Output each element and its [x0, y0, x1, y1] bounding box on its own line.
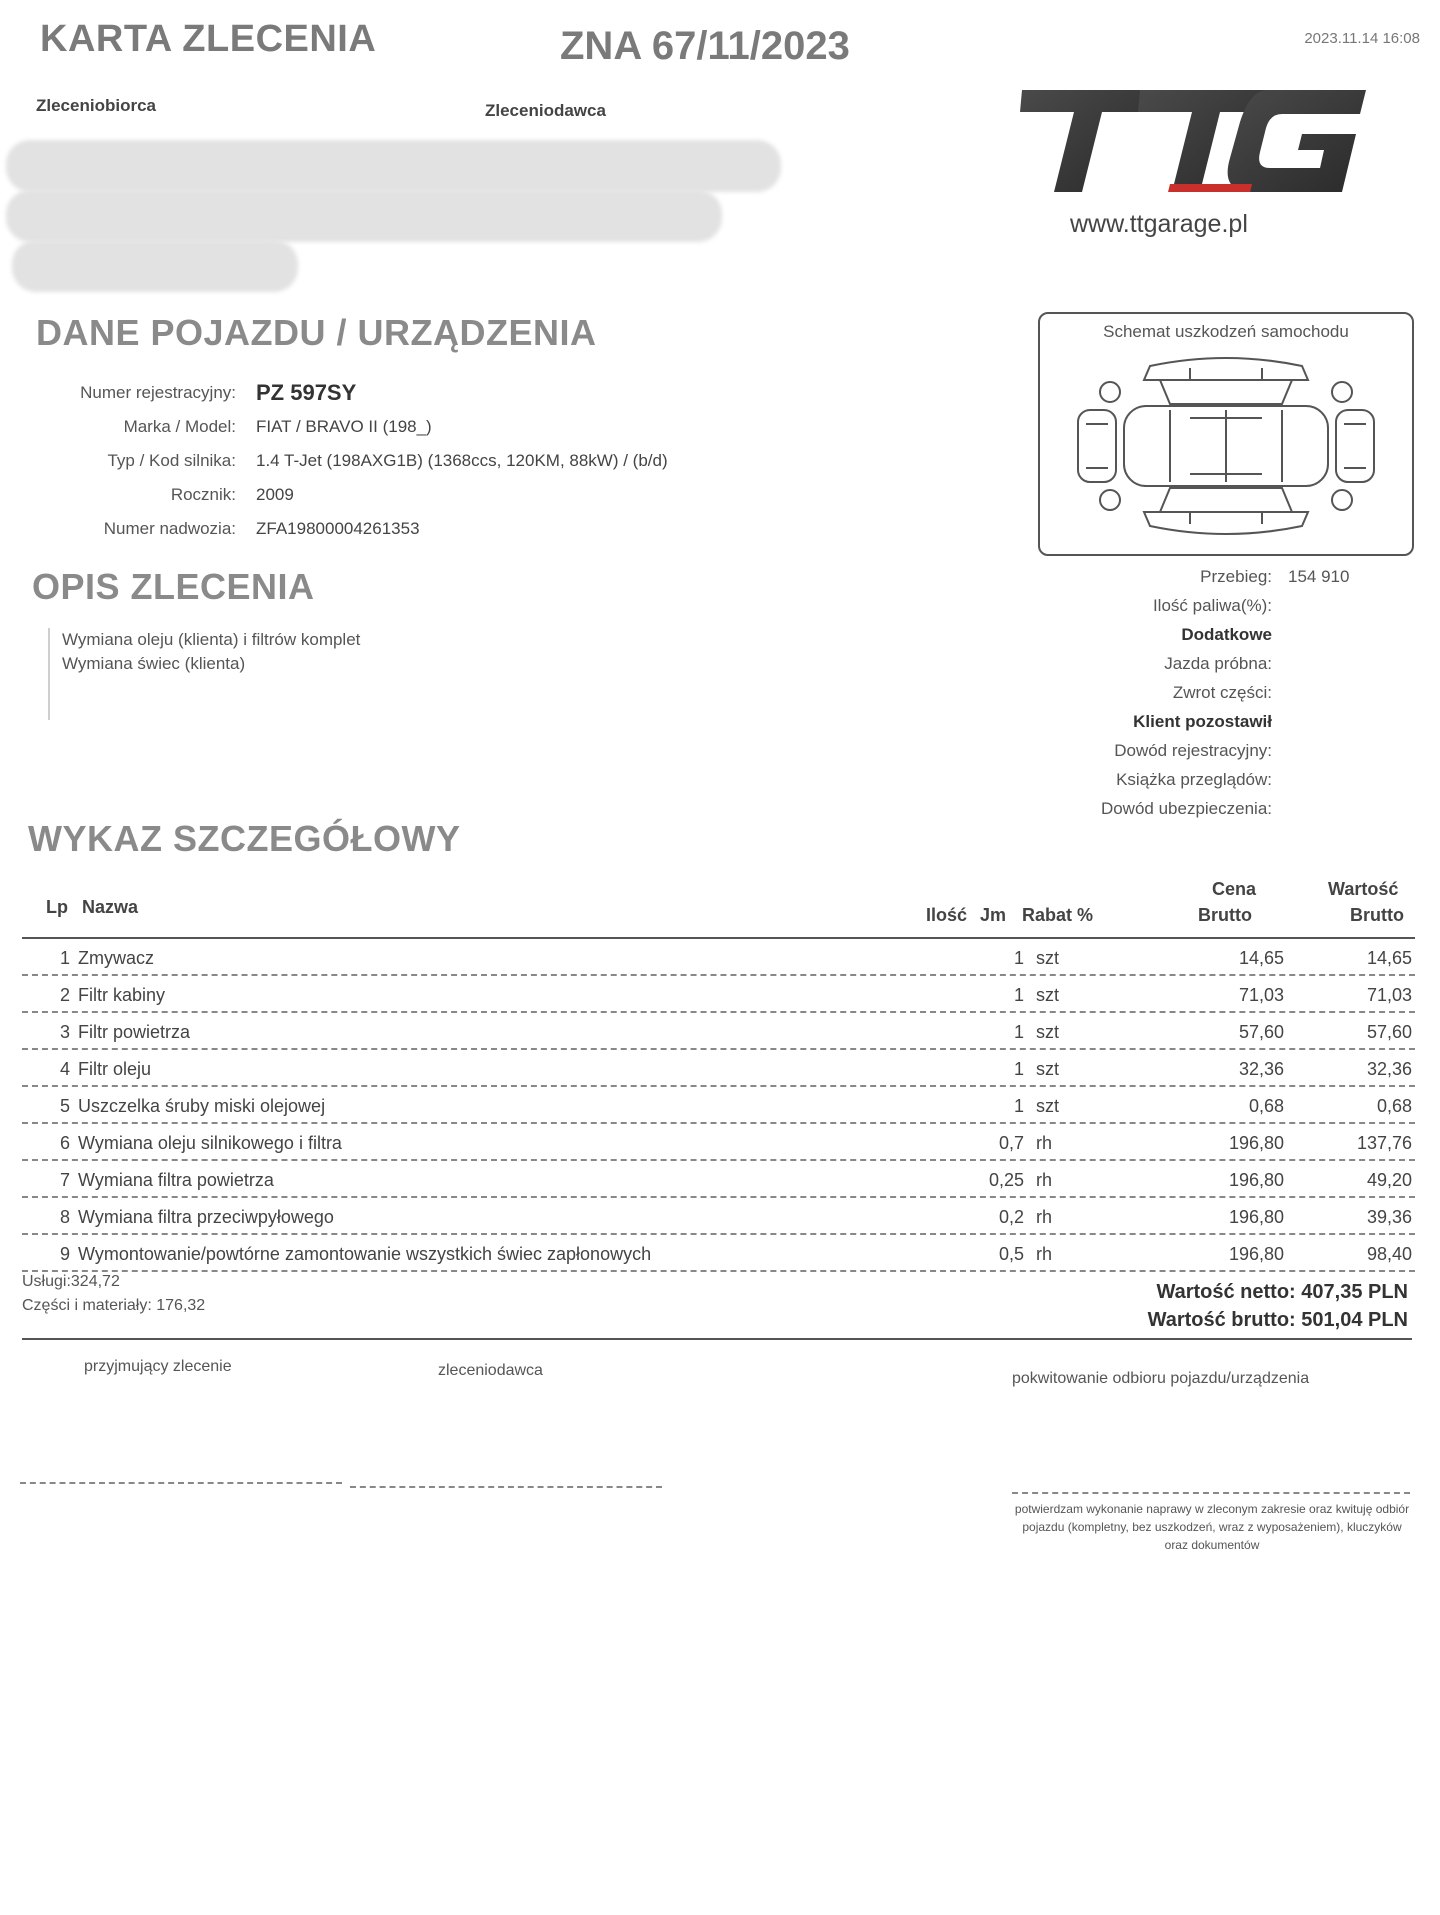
cell-qty: 0,7: [998, 1133, 1024, 1153]
cell-price: 196,80: [1228, 1170, 1284, 1190]
cell-value: 137,76: [1356, 1133, 1412, 1153]
field-label: Rocznik:: [170, 485, 236, 504]
services-total: Usługi:324,72: [22, 1273, 120, 1290]
cell-value: 98,40: [1366, 1244, 1412, 1264]
fuel-label: Ilość paliwa(%):: [1152, 596, 1272, 615]
cell-jm: rh: [1036, 1170, 1053, 1190]
mileage-label: Przebieg:: [1200, 567, 1272, 586]
table-header: [22, 875, 1415, 939]
cell-name: Filtr powietrza: [78, 1022, 191, 1042]
vehicle-field-year: [36, 478, 668, 512]
cell-jm: szt: [1036, 1059, 1060, 1079]
cell-jm: szt: [1036, 985, 1060, 1005]
parts-total: Części i materiały: 176,32: [22, 1297, 206, 1314]
field-value: 1.4 T-Jet (198AXG1B) (1368ccs, 120KM, 88kW) / (b/d): [256, 451, 668, 470]
cell-lp: 4: [59, 1059, 70, 1079]
cell-price: 71,03: [1238, 985, 1284, 1005]
cell-value: 32,36: [1366, 1059, 1412, 1079]
cell-jm: rh: [1036, 1133, 1053, 1153]
cell-qty: 0,2: [998, 1207, 1024, 1227]
cell-value: 57,60: [1366, 1022, 1412, 1042]
col-name: Nazwa: [82, 897, 139, 917]
cell-value: 39,36: [1366, 1207, 1412, 1227]
service-book-label: Książka przeglądów:: [1116, 770, 1272, 789]
field-value: FIAT / BRAVO II (198_): [256, 417, 432, 436]
cell-price: 32,36: [1238, 1059, 1284, 1079]
col-qty: Ilość: [926, 905, 968, 925]
cell-value: 49,20: [1366, 1170, 1412, 1190]
table-row: [22, 1087, 1415, 1124]
cell-value: 71,03: [1366, 985, 1412, 1005]
details-heading: WYKAZ SZCZEGÓŁOWY: [28, 818, 461, 859]
car-outline-icon: [1040, 314, 1412, 554]
table-row: [22, 1198, 1415, 1235]
cell-jm: szt: [1036, 1022, 1060, 1042]
vehicle-field-engine: [36, 444, 668, 478]
diagram-title: Schemat uszkodzeń samochodu: [1103, 322, 1349, 341]
cell-qty: 0,5: [998, 1244, 1024, 1264]
reg-doc-label: Dowód rejestracyjny:: [1114, 741, 1272, 760]
client-signature-line: [350, 1486, 662, 1488]
net-total: Wartość netto: 407,35 PLN: [1156, 1281, 1408, 1303]
summary-left: [22, 1270, 205, 1318]
order-desc-line: Wymiana świec (klienta): [62, 654, 246, 673]
col-lp: Lp: [46, 897, 68, 917]
field-value: ZFA19800004261353: [256, 519, 420, 538]
cell-lp: 8: [59, 1207, 70, 1227]
field-value: PZ 597SY: [256, 380, 357, 405]
table-row: [22, 976, 1415, 1013]
redacted-block: [6, 140, 781, 192]
client-signature-label: zleceniodawca: [438, 1362, 543, 1379]
document-title: KARTA ZLECENIA: [40, 18, 377, 60]
pickup-confirmation-text: potwierdzam wykonanie naprawy w zleconym zakresie oraz kwituję odbiór pojazdu (kompletny, bez uszkodzeń, wraz z wyposażeniem), kluczyków oraz dokumentów: [1014, 1502, 1410, 1552]
cell-value: 0,68: [1376, 1096, 1412, 1116]
cell-price: 0,68: [1248, 1096, 1284, 1116]
cell-lp: 2: [59, 985, 70, 1005]
field-label: Numer rejestracyjny:: [80, 383, 236, 402]
pickup-signature-label: pokwitowanie odbioru pojazdu/urządzenia: [1012, 1370, 1310, 1387]
vehicle-heading: DANE POJAZDU / URZĄDZENIA: [36, 312, 597, 353]
order-desc-heading: OPIS ZLECENIA: [32, 566, 315, 607]
test-drive-label: Jazda próbna:: [1164, 654, 1272, 673]
receiver-signature-label: przyjmujący zlecenie: [84, 1358, 232, 1375]
cell-lp: 3: [59, 1022, 70, 1042]
cell-name: Filtr kabiny: [78, 985, 166, 1005]
cell-qty: 1: [1013, 1022, 1024, 1042]
parts-return-label: Zwrot części:: [1172, 683, 1272, 702]
cell-lp: 5: [59, 1096, 70, 1116]
cell-lp: 6: [59, 1133, 70, 1153]
order-desc-line: Wymiana oleju (klienta) i filtrów komplet: [62, 630, 361, 649]
vehicle-field-reg: [36, 376, 668, 410]
col-jm: Jm: [980, 905, 1007, 925]
cell-jm: rh: [1036, 1207, 1053, 1227]
ttg-logo-graphic: [1020, 88, 1370, 198]
vehicle-field-make: [36, 410, 668, 444]
cell-name: Wymiana filtra powietrza: [78, 1170, 274, 1190]
receiver-signature-line: [20, 1482, 342, 1484]
cell-name: Filtr oleju: [78, 1059, 152, 1079]
cell-name: Wymiana filtra przeciwpyłowego: [78, 1207, 334, 1227]
pickup-signature-line: [1012, 1492, 1410, 1494]
cell-price: 196,80: [1228, 1207, 1284, 1227]
contractor-label: Zleceniobiorca: [36, 96, 156, 115]
table-row: [22, 1050, 1415, 1087]
website-link[interactable]: www.ttgarage.pl: [1070, 210, 1248, 238]
cell-lp: 7: [59, 1170, 70, 1190]
cell-name: Wymontowanie/powtórne zamontowanie wszystkich świec zapłonowych: [78, 1244, 652, 1264]
info-labels: [1101, 562, 1272, 823]
table-row: [22, 1235, 1415, 1272]
vehicle-field-vin: [36, 512, 668, 546]
cell-value: 14,65: [1366, 948, 1412, 968]
table-row: [22, 1013, 1415, 1050]
field-value: 2009: [256, 485, 294, 504]
cell-price: 196,80: [1228, 1244, 1284, 1264]
cell-price: 196,80: [1228, 1133, 1284, 1153]
document-datetime: 2023.11.14 16:08: [1304, 30, 1420, 47]
cell-price: 57,60: [1238, 1022, 1284, 1042]
col-value-2: Brutto: [1350, 905, 1404, 925]
cell-qty: 1: [1013, 1096, 1024, 1116]
field-label: Numer nadwozia:: [103, 519, 236, 538]
gross-total: Wartość brutto: 501,04 PLN: [1147, 1309, 1408, 1331]
summary-divider: [22, 1338, 1412, 1340]
damage-diagram: [1038, 312, 1414, 556]
extra-heading: Dodatkowe: [1181, 625, 1272, 644]
summary-right: [1148, 1278, 1408, 1334]
field-label: Marka / Model:: [123, 417, 236, 436]
cell-jm: szt: [1036, 1096, 1060, 1116]
order-desc-box: [48, 628, 622, 720]
col-discount: Rabat %: [1022, 905, 1094, 925]
cell-qty: 1: [1013, 985, 1024, 1005]
order-number: ZNA 67/11/2023: [560, 24, 850, 68]
cell-qty: 0,25: [988, 1170, 1024, 1190]
table-row: [22, 1124, 1415, 1161]
ttg-logo: [1020, 88, 1370, 198]
cell-lp: 1: [59, 948, 70, 968]
vehicle-fields: [36, 376, 668, 546]
cell-price: 14,65: [1238, 948, 1284, 968]
col-price-1: Cena: [1212, 879, 1257, 899]
field-label: Typ / Kod silnika:: [107, 451, 236, 470]
cell-jm: szt: [1036, 948, 1060, 968]
items-table: [22, 875, 1415, 1272]
client-left-heading: Klient pozostawił: [1133, 712, 1272, 731]
cell-name: Uszczelka śruby miski olejowej: [78, 1096, 326, 1116]
insurance-label: Dowód ubezpieczenia:: [1100, 799, 1272, 818]
cell-jm: rh: [1036, 1244, 1053, 1264]
cell-lp: 9: [59, 1244, 70, 1264]
mileage-value: 154 910: [1288, 567, 1350, 586]
cell-name: Zmywacz: [78, 948, 154, 968]
col-value-1: Wartość: [1328, 879, 1399, 899]
cell-qty: 1: [1013, 1059, 1024, 1079]
cell-qty: 1: [1013, 948, 1024, 968]
client-label: Zleceniodawca: [485, 101, 606, 120]
cell-name: Wymiana oleju silnikowego i filtra: [78, 1133, 342, 1153]
redacted-block: [6, 190, 722, 242]
col-price-2: Brutto: [1198, 905, 1252, 925]
table-row: [22, 939, 1415, 976]
table-row: [22, 1161, 1415, 1198]
redacted-block: [12, 240, 298, 292]
